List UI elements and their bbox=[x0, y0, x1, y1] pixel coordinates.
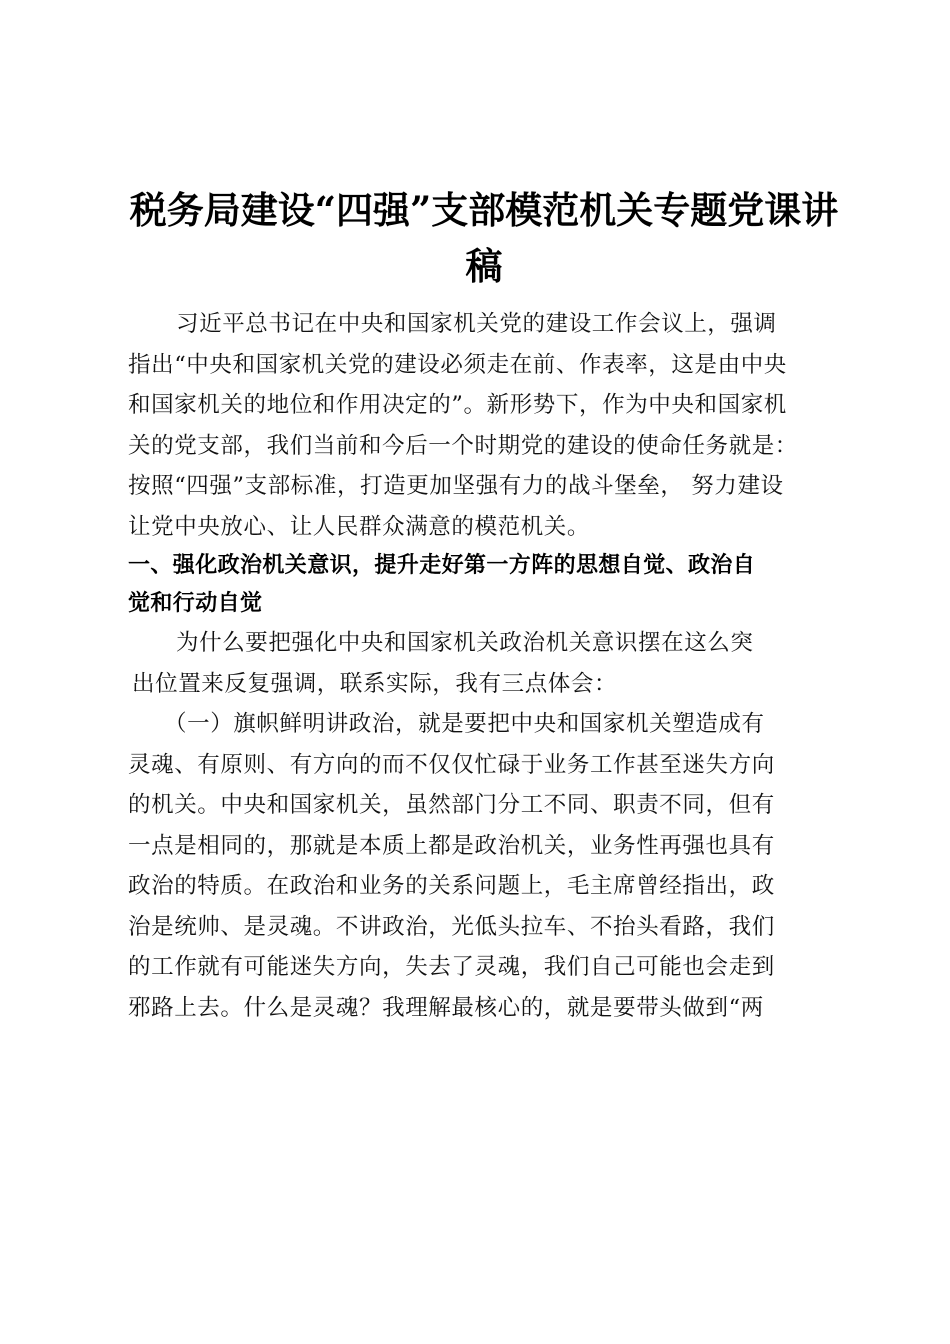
paragraph-line: 按照“四强”支部标准，打造更加坚强有力的战斗堡垒， 努力建设 bbox=[128, 473, 784, 499]
heading-line: 一、强化政治机关意识，提升走好第一方阵的思想自觉、政治自 bbox=[128, 553, 756, 578]
paragraph-line: 的工作就有可能迷失方向，失去了灵魂，我们自己可能也会走到 bbox=[128, 954, 775, 980]
title-line: 稿 bbox=[465, 244, 503, 288]
document-body bbox=[128, 182, 840, 1028]
paragraph-line: 政治的特质。在政治和业务的关系问题上，毛主席曾经指出，政 bbox=[128, 873, 775, 899]
title-line: 税务局建设“四强”支部模范机关专题党课讲 bbox=[129, 188, 839, 232]
paragraph-line: 和国家机关的地位和作用决定的”。新形势下，作为中央和国家机 bbox=[128, 392, 787, 418]
paragraph-line: 为什么要把强化中央和国家机关政治机关意识摆在这么突 bbox=[176, 630, 754, 656]
paragraph-line: 邪路上去。什么是灵魂？我理解最核心的，就是要带头做到“两 bbox=[128, 994, 764, 1021]
paragraph-line: 一点是相同的，那就是本质上都是政治机关，业务性再强也具有 bbox=[128, 832, 775, 859]
paragraph-line: 治是统帅、是灵魂。不讲政治，光低头拉车、不抬头看路，我们 bbox=[128, 913, 775, 940]
paragraph-line: 习近平总书记在中央和国家机关党的建设工作会议上，强调 bbox=[176, 311, 777, 337]
section-1-intro-paragraph bbox=[128, 623, 840, 704]
paragraph-line: 让党中央放心、让人民群众满意的模范机关。 bbox=[128, 513, 591, 540]
paragraph-line: （一）旗帜鲜明讲政治，就是要把中央和国家机关塑造成有 bbox=[164, 711, 765, 737]
paragraph-line: 指出“中央和国家机关党的建设必须走在前、作表率，这是由中央 bbox=[128, 351, 787, 378]
title-spacer bbox=[128, 294, 840, 304]
document-title bbox=[128, 182, 840, 294]
paragraph-line: 出位置来反复强调，联系实际，我有三点体会： bbox=[132, 670, 618, 697]
section-1-heading bbox=[128, 547, 840, 623]
paragraph-line: 关的党支部，我们当前和今后一个时期党的建设的使命任务就是： bbox=[128, 432, 798, 459]
heading-line: 觉和行动自觉 bbox=[128, 591, 263, 616]
paragraph-line: 灵魂、有原则、有方向的而不仅仅忙碌于业务工作甚至迷失方向 bbox=[128, 751, 775, 778]
point-1-paragraph bbox=[128, 704, 840, 1028]
paragraph-line: 的机关。中央和国家机关，虽然部门分工不同、职责不同，但有 bbox=[128, 792, 775, 818]
intro-paragraph bbox=[128, 304, 840, 547]
